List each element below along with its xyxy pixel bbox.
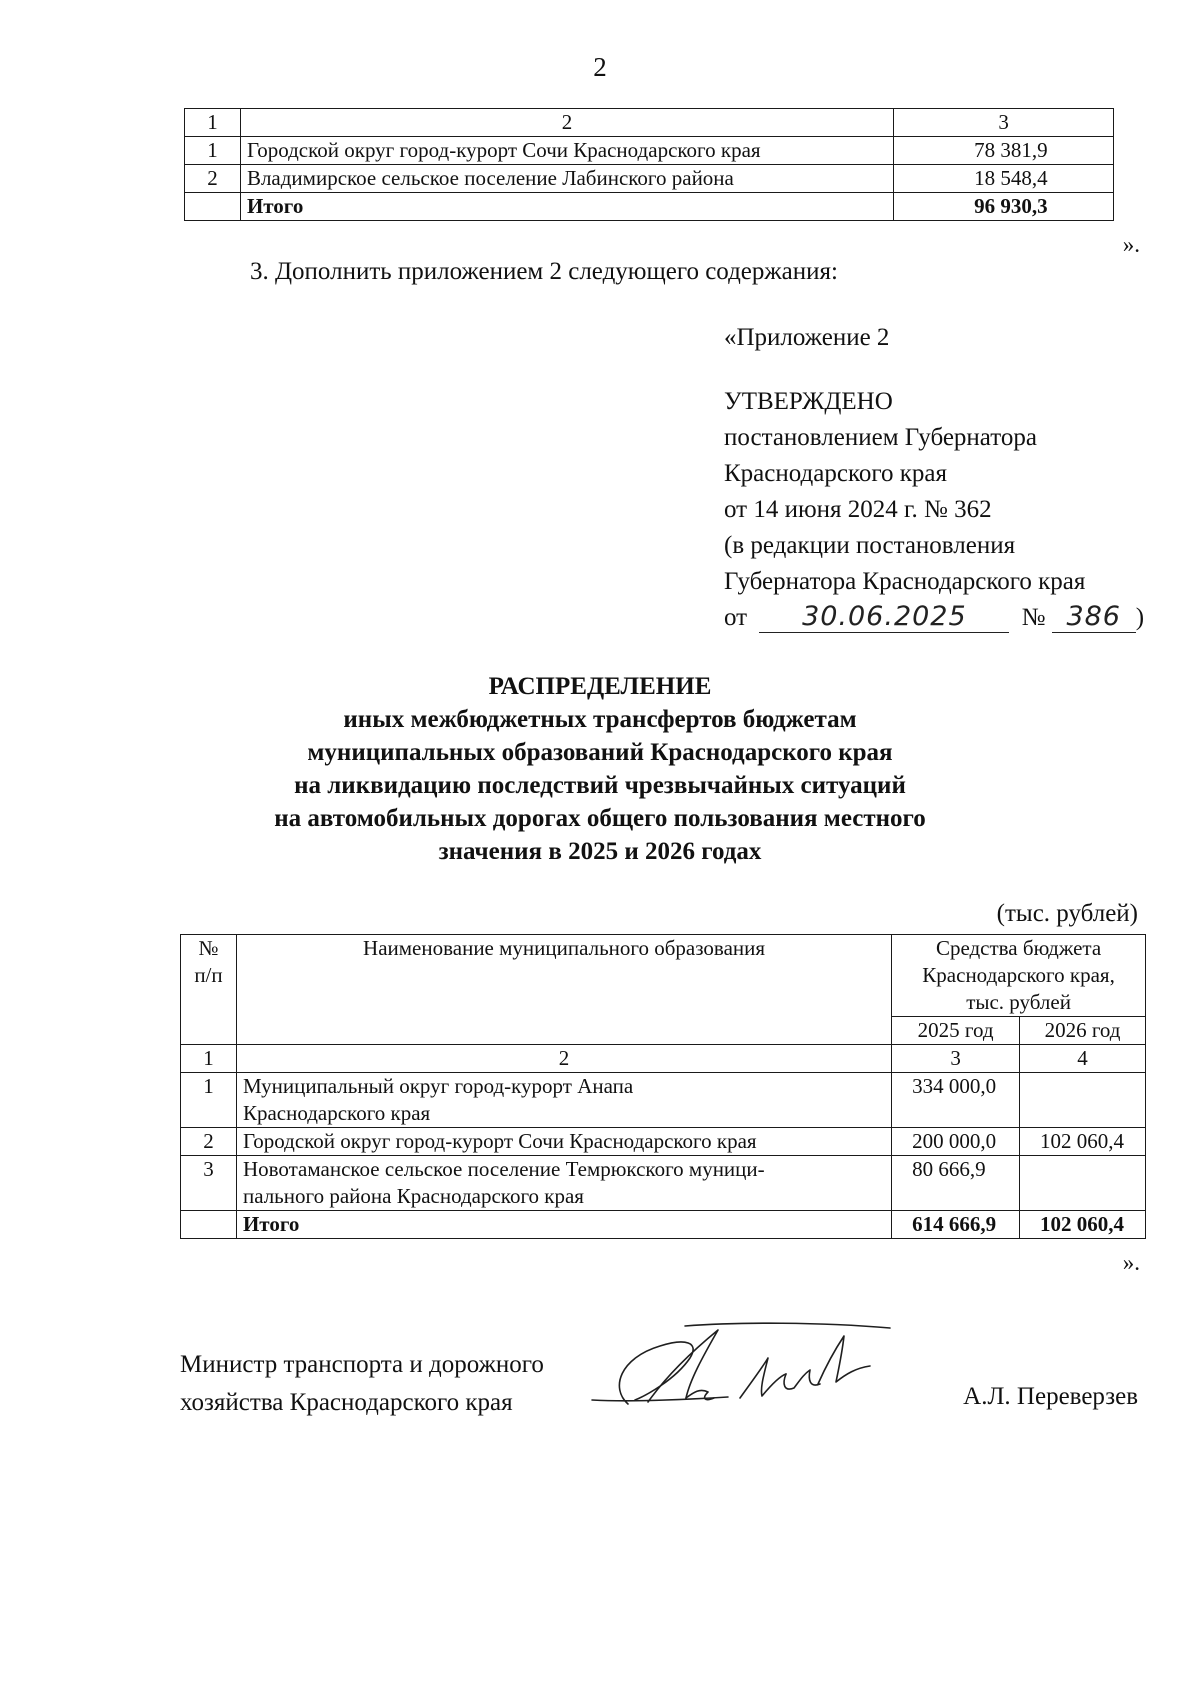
signatory-position bbox=[180, 1346, 544, 1422]
index-cell: 3 bbox=[894, 109, 1114, 137]
table-index-row bbox=[181, 1045, 1146, 1073]
approval-line: Губернатора Краснодарского края bbox=[724, 568, 1086, 595]
handwritten-date: 30.06.2025 bbox=[759, 602, 1009, 633]
municipality-name: Владимирское сельское поселение Лабинского района bbox=[240, 165, 893, 193]
title-line: на автомобильных дорогах общего пользования местного bbox=[274, 805, 926, 832]
appendix-heading: «Приложение 2 bbox=[724, 324, 890, 351]
header-name: Наименование муниципального образования bbox=[236, 935, 891, 1045]
title-line: значения в 2025 и 2026 годах bbox=[438, 838, 762, 865]
amount-2026 bbox=[1020, 1073, 1146, 1128]
amount-2025: 200 000,0 bbox=[892, 1128, 1020, 1156]
document-title bbox=[0, 670, 1200, 868]
amount: 78 381,9 bbox=[894, 137, 1114, 165]
position-line: Министр транспорта и дорожного bbox=[180, 1351, 544, 1378]
approval-block bbox=[724, 384, 1144, 636]
approval-date-line bbox=[724, 600, 1144, 636]
table-total-row bbox=[185, 193, 1114, 221]
row-number: 1 bbox=[181, 1073, 237, 1128]
row-number: 1 bbox=[185, 137, 241, 165]
amount-2026: 102 060,4 bbox=[1020, 1128, 1146, 1156]
title-line: на ликвидацию последствий чрезвычайных ситуаций bbox=[294, 772, 906, 799]
table-index-row bbox=[185, 109, 1114, 137]
closing-quote: ». bbox=[1122, 232, 1140, 257]
approved-label: УТВЕРЖДЕНО bbox=[724, 388, 893, 415]
closing-quote: ». bbox=[1122, 1250, 1140, 1275]
header-year-2025: 2025 год bbox=[892, 1017, 1020, 1045]
handwritten-signature bbox=[590, 1318, 920, 1438]
amount-2025: 334 000,0 bbox=[892, 1073, 1020, 1128]
signatory-name: А.Л. Переверзев bbox=[963, 1383, 1138, 1410]
total-2025: 614 666,9 bbox=[892, 1211, 1020, 1239]
row-number: 2 bbox=[181, 1128, 237, 1156]
from-label: от bbox=[724, 604, 748, 631]
approval-line: (в редакции постановления bbox=[724, 532, 1016, 559]
total-2026: 102 060,4 bbox=[1020, 1211, 1146, 1239]
row-number: 3 bbox=[181, 1156, 237, 1211]
amount-2025: 80 666,9 bbox=[892, 1156, 1020, 1211]
approval-line: Краснодарского края bbox=[724, 460, 947, 487]
table-row bbox=[181, 1073, 1146, 1128]
index-cell: 2 bbox=[236, 1045, 891, 1073]
municipality-name: Городской округ город-курорт Сочи Краснодарского края bbox=[240, 137, 893, 165]
empty-cell bbox=[181, 1211, 237, 1239]
table-row bbox=[181, 1156, 1146, 1211]
unit-label: (тыс. рублей) bbox=[996, 900, 1138, 927]
approval-line: от 14 июня 2024 г. № 362 bbox=[724, 496, 992, 523]
position-line: хозяйства Краснодарского края bbox=[180, 1389, 513, 1416]
title-line: муниципальных образований Краснодарского края bbox=[307, 739, 893, 766]
table-header-row bbox=[181, 935, 1146, 1017]
total-amount: 96 930,3 bbox=[894, 193, 1114, 221]
distribution-table bbox=[180, 934, 1146, 1239]
continuation-table bbox=[184, 108, 1114, 221]
index-cell: 3 bbox=[892, 1045, 1020, 1073]
index-cell: 1 bbox=[181, 1045, 237, 1073]
empty-cell bbox=[185, 193, 241, 221]
table-row bbox=[185, 165, 1114, 193]
table-total-row bbox=[181, 1211, 1146, 1239]
close-paren: ) bbox=[1135, 604, 1145, 631]
amount-2026 bbox=[1020, 1156, 1146, 1211]
row-number: 2 bbox=[185, 165, 241, 193]
index-cell: 2 bbox=[240, 109, 893, 137]
header-number: № п/п bbox=[181, 935, 237, 1045]
table-row bbox=[185, 137, 1114, 165]
page-number: 2 bbox=[593, 52, 607, 82]
table-row bbox=[181, 1128, 1146, 1156]
municipality-name: Городской округ город-курорт Сочи Краснодарского края bbox=[236, 1128, 891, 1156]
index-cell: 1 bbox=[185, 109, 241, 137]
municipality-name: Муниципальный округ город-курорт Анапа Краснодарского края bbox=[236, 1073, 891, 1128]
title-heading: РАСПРЕДЕЛЕНИЕ bbox=[488, 673, 712, 700]
handwritten-number: 386 bbox=[1052, 602, 1136, 633]
amount: 18 548,4 bbox=[894, 165, 1114, 193]
number-label: № bbox=[1021, 604, 1046, 631]
paragraph-3: 3. Дополнить приложением 2 следующего содержания: bbox=[250, 258, 838, 285]
total-label: Итого bbox=[236, 1211, 891, 1239]
title-line: иных межбюджетных трансфертов бюджетам bbox=[343, 706, 857, 733]
header-budget: Средства бюджета Краснодарского края, тыс. рублей bbox=[892, 935, 1146, 1017]
header-year-2026: 2026 год bbox=[1020, 1017, 1146, 1045]
index-cell: 4 bbox=[1020, 1045, 1146, 1073]
total-label: Итого bbox=[240, 193, 893, 221]
municipality-name: Новотаманское сельское поселение Темрюкского муници- пального района Краснодарского края bbox=[236, 1156, 891, 1211]
approval-line: постановлением Губернатора bbox=[724, 424, 1037, 451]
